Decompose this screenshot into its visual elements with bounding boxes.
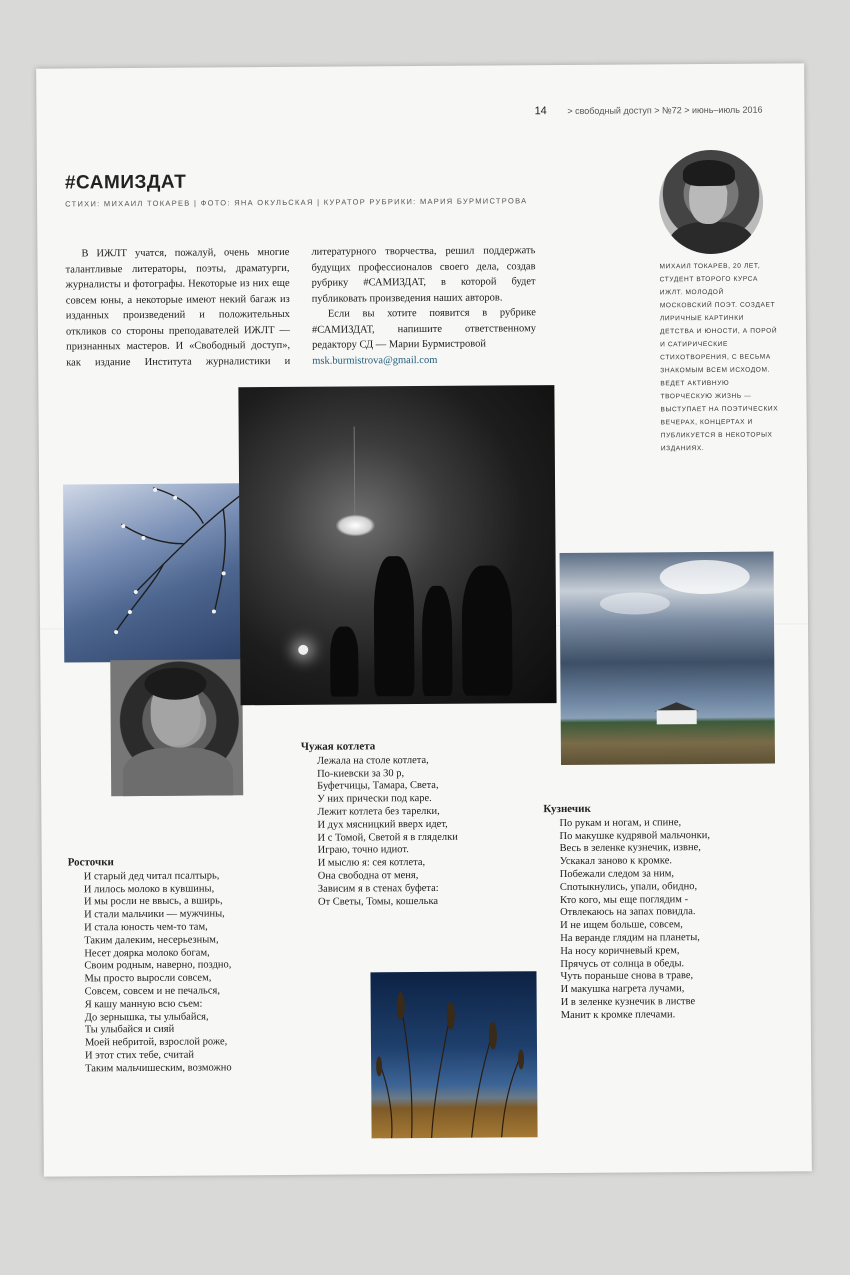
author-photo-hair <box>683 160 735 186</box>
poem-lines <box>543 817 711 1023</box>
article-credits: СТИХИ: МИХАИЛ ТОКАРЕВ | ФОТО: ЯНА ОКУЛЬСКАЯ | КУРАТОР РУБРИКИ: МАРИЯ БУРМИСТРОВА <box>65 196 528 209</box>
article-intro <box>65 243 536 370</box>
silhouette-1 <box>374 556 415 696</box>
poem-title: Росточки <box>67 856 114 869</box>
page-number: 14 <box>534 105 547 118</box>
poem-line: И с Томой, Светой я в гляделки <box>317 831 458 844</box>
running-header <box>535 104 763 118</box>
poem-line: Моей небритой, взрослой роже, <box>84 1036 228 1049</box>
poem-line: Весь в зеленке кузнечик, извне, <box>559 842 701 855</box>
article-title: #САМИЗДАТ <box>64 171 187 194</box>
photo-elderly-woman <box>110 659 243 796</box>
poem-line: Спотыкнулись, упали, обидно, <box>559 880 698 893</box>
poem-line: Таким далеким, несерьезным, <box>84 934 219 947</box>
poem-line: Прячусь от солнца в обеды. <box>560 957 685 970</box>
poem-line: И этот стих тебе, считай <box>84 1049 195 1062</box>
editor-email-link[interactable]: msk.burmistrova@gmail.com <box>312 354 438 367</box>
poem-line: Буфетчицы, Тамара, Света, <box>317 780 439 793</box>
cloud-2 <box>600 592 670 614</box>
poem-line: И старый дед читал псалтырь, <box>83 870 220 883</box>
poem-line: Мы просто выросли совсем, <box>84 972 212 985</box>
house <box>657 710 697 724</box>
silhouette-2 <box>422 586 453 696</box>
poem-line: Несет доярка молоко богам, <box>84 947 210 959</box>
poem-line: И мыслю я: сея котлета, <box>317 857 426 869</box>
photo-cloudy-field <box>560 552 775 765</box>
author-bio: МИХАИЛ ТОКАРЕВ, 20 ЛЕТ, СТУДЕНТ ВТОРОГО КУРСА ИЖЛТ. МОЛОДОЙ МОСКОВСКИЙ ПОЭТ. СОЗДАЕТ ЛИРИЧНЫЕ КАРТИНКИ ДЕТСТВА И ЮНОСТИ, А ПОРОЙ И САТИРИЧЕСКИЕ СТИХОТВОРЕНИЯ, С ВЕСЬМА ЗНАКОМЫМ ВСЕМ ИСХОДОМ. ВЕДЕТ АКТИВНУЮ ТВОРЧЕСКУЮ ЖИЗНЬ — ВЫСТУПАЕТ НА ПОЭТИЧЕСКИХ ВЕЧЕРАХ, КОНЦЕРТАХ И ПУБЛИКУЕТСЯ В НЕКОТОРЫХ ИЗДАНИЯХ. <box>659 262 779 453</box>
poem-title: Кузнечик <box>543 802 591 816</box>
poem-line: Она свободна от меня, <box>317 870 419 882</box>
poem-line: На носу коричневый крем, <box>560 944 680 957</box>
poem-line: По-киевски за 30 р, <box>317 767 405 780</box>
poem-kotleta <box>301 740 458 909</box>
poem-line: И стали мальчики — мужчины, <box>84 908 225 921</box>
poem-line: На веранде глядим на планеты, <box>560 932 700 945</box>
poem-line: От Светы, Томы, кошелька <box>317 895 439 908</box>
magazine-page <box>36 63 812 1176</box>
poem-line: Кто кого, мы еще поглядим - <box>559 893 689 906</box>
photo-grass-sky <box>370 971 537 1138</box>
photo-blossom-branch <box>63 483 244 662</box>
poem-line: Ускакал заново к кромке. <box>559 855 673 868</box>
poem-line: По рукам и ногам, и спине, <box>559 817 682 829</box>
poem-line: И дух мясницкий вверх идет, <box>317 818 448 831</box>
photo-night-reflection <box>238 385 556 705</box>
poem-line: Зависим я в стенах буфета: <box>317 882 439 895</box>
issue-info: > свободный доступ > №72 > июнь–июль 2016 <box>567 104 763 116</box>
poem-line: По макушке кудрявой мальчонки, <box>559 829 711 842</box>
poem-line: До зернышка, ты улыбайся, <box>84 1011 209 1023</box>
poem-kuznechik <box>543 802 711 1023</box>
poem-line: Своим родным, наверно, поздно, <box>84 959 232 972</box>
intro-paragraph-2: Если вы хотите появится в рубрике #САМИЗДАТ, напишите ответственному редактору СД — Марии Бурмистровой <box>311 307 537 351</box>
poem-line: И стала юность чем-то там, <box>84 921 208 934</box>
poem-line: Лежит котлета без тарелки, <box>317 805 440 818</box>
poem-line: Таким мальчишеским, возможно <box>85 1062 232 1075</box>
poem-line: Совсем, совсем и не печалься, <box>84 985 220 998</box>
silhouette-3 <box>330 626 358 696</box>
poem-title: Чужая котлета <box>300 740 376 753</box>
street-lamp <box>298 645 308 655</box>
poem-line: Играю, точно идиот. <box>317 844 409 857</box>
grass-drawing <box>370 971 537 1138</box>
poem-line: Я кашу манную всю съем: <box>84 998 203 1011</box>
poem-line: И в зеленке кузнечик в листве <box>560 996 696 1009</box>
poem-line: И не ищем больше, совсем, <box>560 919 683 932</box>
chandelier-light <box>335 514 375 536</box>
poem-line: У них прически под каре. <box>317 793 432 805</box>
poem-line: Отвлекаюсь на запах повидла. <box>560 906 696 919</box>
poem-line: Лежала на столе котлета, <box>316 754 429 767</box>
poem-line: И мы росли не ввысь, а вширь, <box>83 895 223 908</box>
poem-line: Ты улыбайся и сияй <box>84 1024 175 1036</box>
poem-lines <box>301 755 458 910</box>
author-photo <box>659 150 764 255</box>
branch-drawing <box>63 483 244 662</box>
poem-rostochki <box>68 855 233 1076</box>
author-photo-shirt <box>669 222 753 255</box>
poem-line: И лилось молоко в кувшины, <box>83 883 215 895</box>
poem-line: Побежали следом за ним, <box>559 868 675 881</box>
poem-line: Чуть пораньше снова в траве, <box>560 970 694 983</box>
poem-line: Манит к кромке плечами. <box>560 1009 676 1021</box>
chandelier-cord <box>354 426 356 518</box>
poem-line: И макушка нагрета лучами, <box>560 983 685 996</box>
woman-body <box>123 747 233 796</box>
silhouette-4 <box>462 565 513 695</box>
poem-lines <box>68 870 232 1076</box>
cloud-1 <box>660 560 750 595</box>
intro-paragraph-1: В ИЖЛТ учатся, пожалуй, очень многие талантливые литераторы, поэты, драматурги, журналисты и фотографы. Некоторые из них еще совсем юны, а некоторые имеют некий багаж из изданных произведений и положительных откликов со стороны преподавателей ИЖЛТ — признанных мастеров. И «Свободный доступ», как издание Института журналистики и литературного творчества, решил поддержать будущих профессионалов своего дела, создав рубрику #САМИЗДАТ, в которой будет публиковать произведения наших авторов. <box>65 245 536 368</box>
